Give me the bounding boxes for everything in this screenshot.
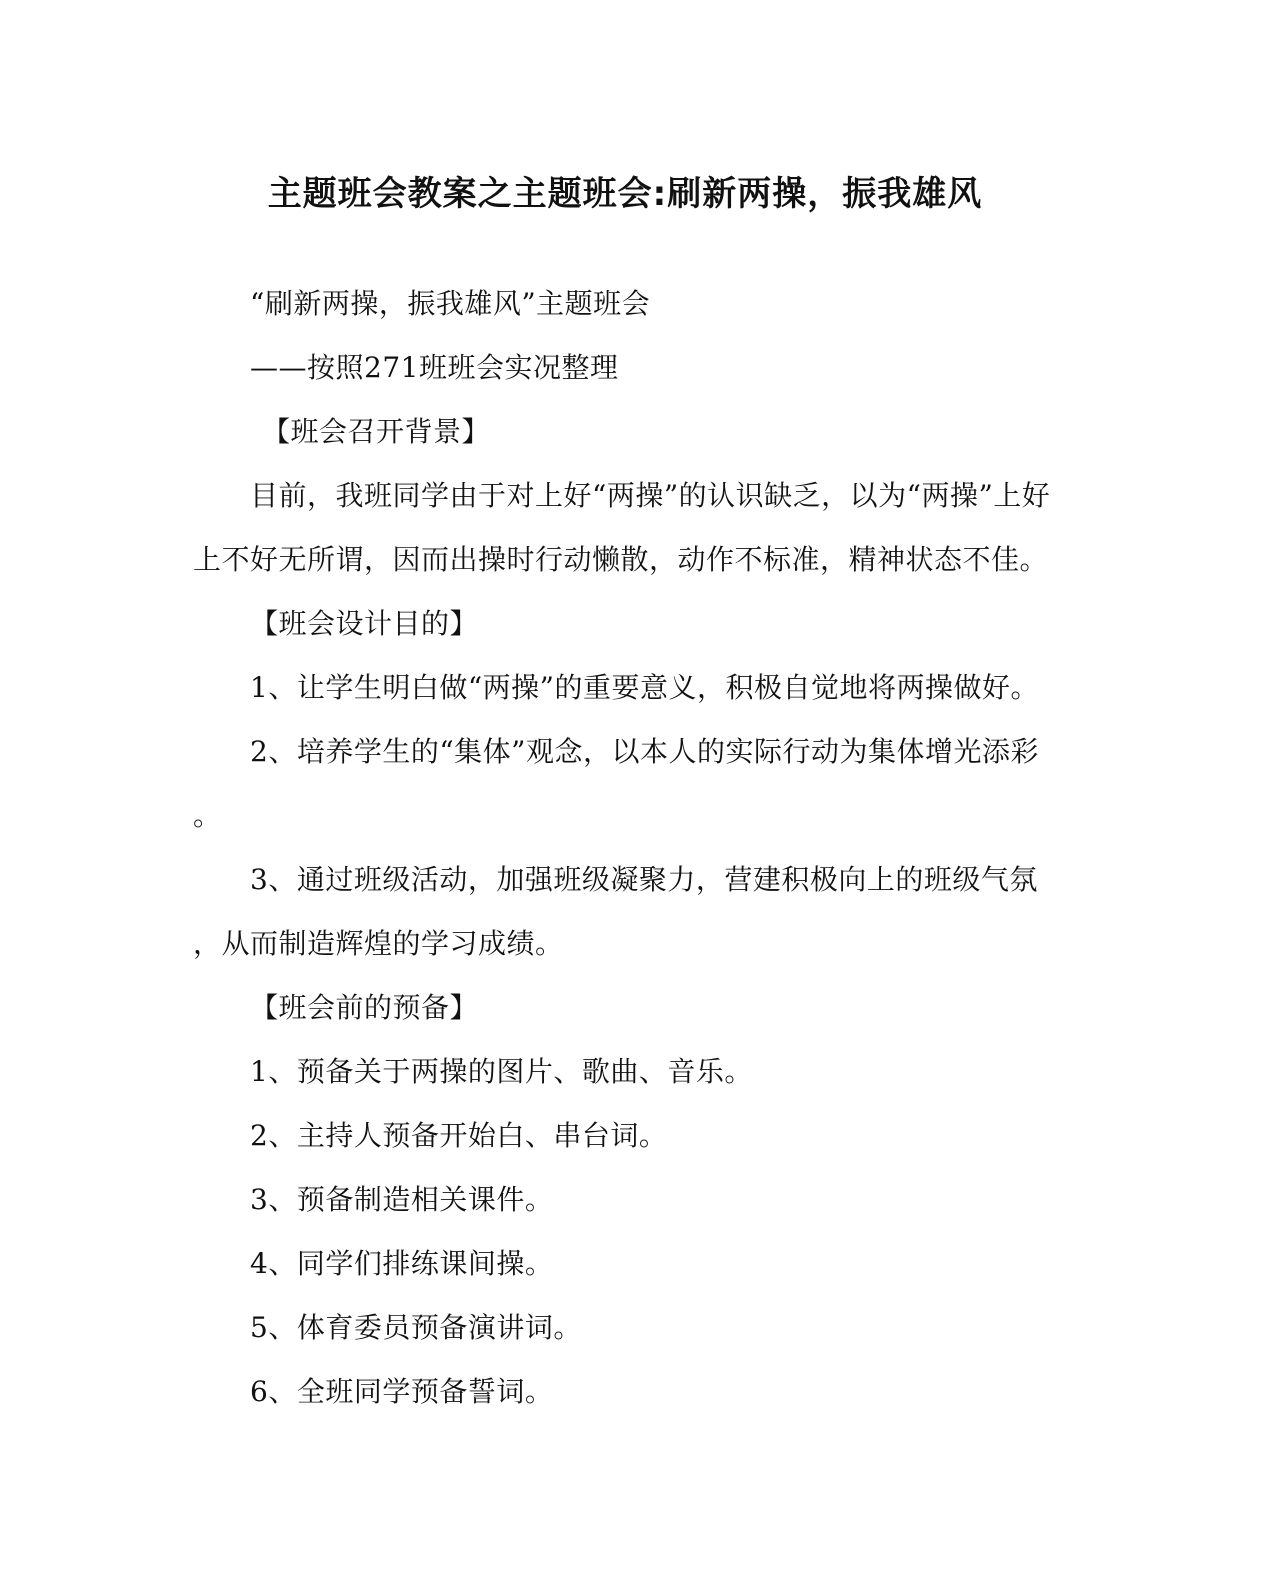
- preparation-item: 5、体育委员预备演讲词。: [250, 1311, 582, 1344]
- document-title: 主题班会教案之主题班会:刷新两操，振我雄风: [267, 174, 983, 214]
- preparation-heading: 【班会前的预备】: [250, 991, 479, 1024]
- preparation-item: 1、预备关于两操的图片、歌曲、音乐。: [250, 1055, 753, 1088]
- purpose-item-3-line1: 3、通过班级活动，加强班级凝聚力，营建积极向上的班级气氛: [250, 863, 1038, 896]
- preparation-item: 3、预备制造相关课件。: [250, 1183, 554, 1216]
- purpose-item-2-line2: 。: [193, 799, 222, 832]
- background-text-line2: 上不好无所谓，因而出操时行动懒散，动作不标准，精神状态不佳。: [193, 543, 1049, 576]
- source-note: ——按照271班班会实况整理: [250, 351, 619, 384]
- purpose-item-2-line1: 2、培养学生的“集体”观念，以本人的实际行动为集体增光添彩: [250, 735, 1039, 768]
- preparation-item: 6、全班同学预备誓词。: [250, 1375, 554, 1408]
- preparation-item: 2、主持人预备开始白、串台词。: [250, 1119, 668, 1152]
- purpose-item-1: 1、让学生明白做“两操”的重要意义，积极自觉地将两操做好。: [250, 671, 1039, 704]
- background-heading: 【班会召开背景】: [262, 415, 491, 448]
- purpose-item-3-line2: ，从而制造辉煌的学习成绩。: [193, 927, 564, 960]
- background-text-line1: 目前，我班同学由于对上好“两操”的认识缺乏，以为“两操”上好: [250, 479, 1051, 512]
- subtitle: “刷新两操，振我雄风”主题班会: [250, 287, 651, 320]
- purpose-heading: 【班会设计目的】: [250, 607, 479, 640]
- preparation-item: 4、同学们排练课间操。: [250, 1247, 554, 1280]
